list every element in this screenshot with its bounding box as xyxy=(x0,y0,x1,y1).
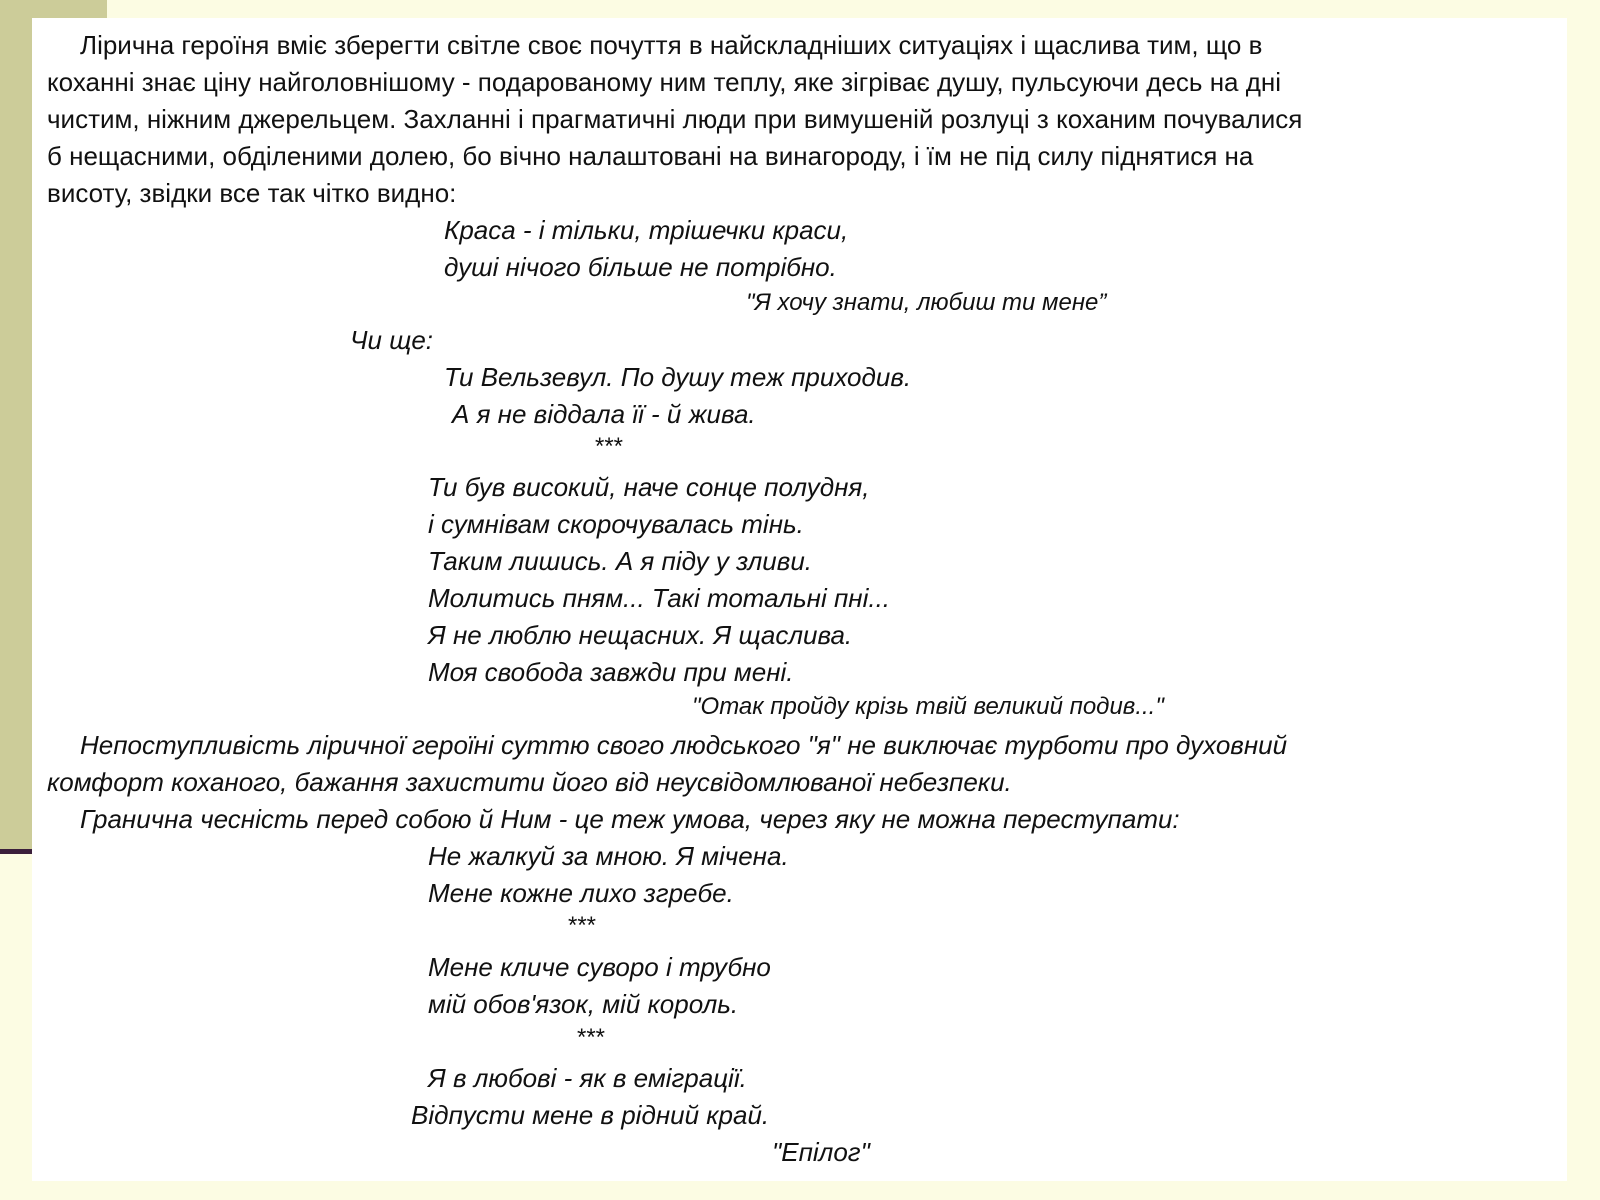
verse2-line-1: Ти Вельзевул. По душу теж приходив. xyxy=(444,362,912,392)
verse5-line-1: Мене кличе суворо і трубно xyxy=(428,952,771,982)
verse2-line-2: А я не віддала її - й жива. xyxy=(452,399,756,429)
verse1-line-1: Краса - і тільки, трішечки краси, xyxy=(444,215,849,245)
separator-1: *** xyxy=(595,433,624,460)
verse3-line-6: Моя свобода завжди при мені. xyxy=(428,657,794,687)
para1-line-2: коханні знає ціну найголовнішому - подарованому ним теплу, яке зігріває душу, пульсуючи десь на дні xyxy=(47,67,1282,97)
para2-line-1: Непоступливість ліричної героїні суттю свого людського "я" не виключає турботи про духовний xyxy=(80,730,1288,760)
para3: Гранична чесність перед собою й Ним - це теж умова, через яку не можна переступати: xyxy=(80,804,1180,834)
para1-line-4: б нещасними, обділеними долею, бо вічно налаштовані на винагороду, і їм не під силу піднятися на xyxy=(47,141,1254,171)
separator-2: *** xyxy=(568,912,597,939)
separator-3: *** xyxy=(577,1024,606,1051)
text-panel xyxy=(32,18,1567,1181)
verse3-line-3: Таким лишись. А я піду у зливи. xyxy=(428,546,813,576)
verse6-line-2: Відпусти мене в рідний край. xyxy=(411,1100,770,1130)
para1-line-3: чистим, ніжним джерельцем. Захланні і прагматичні люди при вимушеній розлуці з коханим почувалися xyxy=(47,104,1303,134)
source-3: "Епілог" xyxy=(772,1137,870,1167)
source-1: "Я хочу знати, любиш ти мене” xyxy=(746,289,1107,316)
verse5-line-2: мій обов'язок, мій король. xyxy=(428,989,739,1019)
para1-line-5: висоту, звідки все так чітко видно: xyxy=(47,178,457,208)
verse4-line-2: Мене кожне лихо згребе. xyxy=(428,878,734,908)
left-decor-rule xyxy=(0,849,34,854)
source-2: "Отак пройду крізь твій великий подив..." xyxy=(692,693,1164,720)
verse4-line-1: Не жалкуй за мною. Я мічена. xyxy=(428,841,789,871)
para2-line-2: комфорт коханого, бажання захистити його від неусвідомлюваної небезпеки. xyxy=(47,767,1012,797)
verse3-line-5: Я не люблю нещасних. Я щаслива. xyxy=(428,620,853,650)
para1-line-1: Лірична героїня вміє зберегти світле своє почуття в найскладніших ситуаціях і щаслива тим, що в xyxy=(80,30,1263,60)
verse3-line-2: і сумнівам скорочувалась тінь. xyxy=(428,509,804,539)
verse6-line-1: Я в любові - як в еміграції. xyxy=(428,1063,747,1093)
verse3-line-1: Ти був високий, наче сонце полудня, xyxy=(428,472,870,502)
intro-2: Чи ще: xyxy=(350,325,434,355)
verse1-line-2: душі нічого більше не потрібно. xyxy=(444,252,837,282)
verse3-line-4: Молитись пням... Такі тотальні пні... xyxy=(428,583,891,613)
